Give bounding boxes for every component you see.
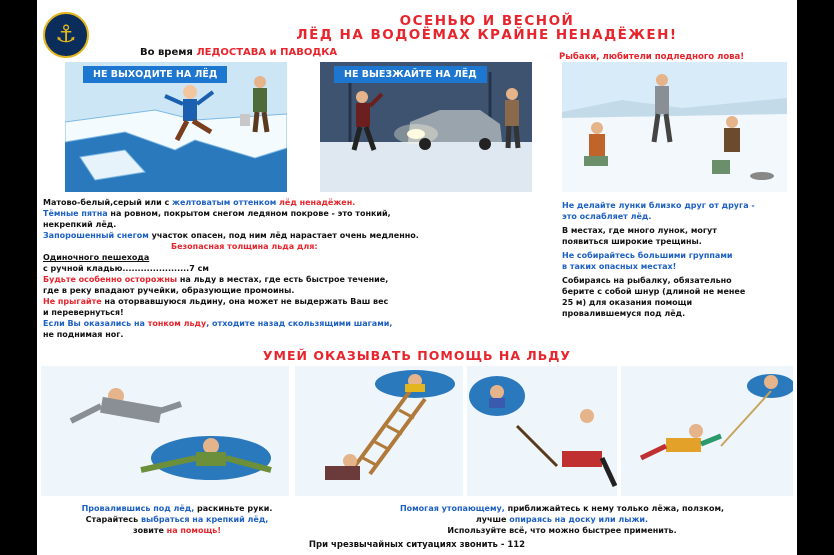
rope-rescue-illustration: [621, 366, 793, 496]
helping-others-text: Помогая утопающему, приближайтесь к нему только лёжа, ползком, лучше опираясь на доску или лыжи. Используйте всё, что можно быстрее применить.: [399, 504, 725, 535]
fishermen-rules-text: [562, 200, 792, 319]
rule-currents: Будьте особенно осторожны на льду в местах, где есть быстрое течение,: [43, 275, 389, 284]
self-rescue-text: Провалившись под лёд, раскиньте руки. Старайтесь выбраться на крепкий лёд, зовите на помощь!: [81, 504, 273, 535]
fish-rule-cracks-cont: появиться широкие трещины.: [562, 237, 702, 246]
rule-dark-spots-cont: некрепкий лёд.: [43, 220, 117, 229]
safe-thickness-label: Одиночного пешехода: [43, 253, 150, 262]
rule-thin-ice-cont: не поднимая ног.: [43, 330, 124, 339]
rule-ice-color: Матово-белый,серый или с желтоватым оттенком лёд ненадёжен.: [43, 198, 356, 207]
rule-snow-covered: Запорошенный снегом участок опасен, под ним лёд нарастает очень медленно.: [43, 231, 419, 240]
fish-rule-groups: Не собирайтесь большими группами: [562, 251, 733, 260]
anchor-icon: ⚓: [55, 20, 77, 48]
poster-title-line1: ОСЕНЬЮ И ВЕСНОЙ: [399, 13, 575, 29]
ladder-rescue-illustration: [295, 366, 463, 496]
ice-fishing-illustration: [562, 62, 787, 192]
help-on-ice-heading: УМЕЙ ОКАЗЫВАТЬ ПОМОЩЬ НА ЛЬДУ: [262, 348, 572, 363]
rule-currents-cont: где в реку впадают ручейки, образующие промоины.: [43, 286, 295, 295]
fish-rule-groups-cont: в таких опасных местах!: [562, 262, 677, 271]
spread-arms-illustration: [41, 366, 289, 496]
banner-no-walking-on-ice: НЕ ВЫХОДИТЕ НА ЛЁД: [83, 66, 227, 83]
season-subtitle: Во время ЛЕДОСТАВА и ПАВОДКА: [140, 47, 338, 58]
rule-dark-spots: Тёмные пятна на ровном, покрытом снегом ледяном покрове - это тонкий,: [43, 209, 391, 218]
car-on-ice-illustration: [320, 62, 532, 192]
fish-rule-rope-cont2: 25 м) для оказания помощи: [562, 298, 693, 307]
rule-thin-ice: Если Вы оказались на тонком льду, отходите назад скользящими шагами,: [43, 319, 393, 328]
poster-title-line2: ЛЁД НА ВОДОЁМАХ КРАЙНЕ НЕНАДЁЖЕН!: [296, 27, 678, 43]
fish-rule-holes-cont: это ослабляет лёд.: [562, 212, 652, 221]
safe-thickness-heading: Безопасная толщина льда для:: [171, 242, 318, 251]
fish-rule-cracks: В местах, где много лунок, могут: [562, 226, 717, 235]
fish-rule-holes: Не делайте лунки близко друг от друга -: [562, 201, 755, 210]
ice-safety-rules-text: [43, 197, 543, 340]
safety-poster: [37, 0, 797, 555]
rule-no-jumping-cont: и перевернуться!: [43, 308, 124, 317]
fish-rule-rope: Собираясь на рыбалку, обязательно: [562, 276, 732, 285]
falling-through-ice-illustration: [65, 62, 287, 192]
emergency-service-emblem: [43, 12, 89, 58]
fishermen-subtitle: Рыбаки, любители подледного лова!: [559, 52, 745, 62]
fish-rule-rope-cont1: берите с собой шнур (длиной не менее: [562, 287, 746, 296]
stick-rescue-illustration: [467, 366, 617, 496]
rule-no-jumping: Не прыгайте на оторвавшуюся льдину, она может не выдержать Ваш вес: [43, 297, 389, 306]
fish-rule-rope-cont3: провалившемуся под лёд.: [562, 309, 686, 318]
emergency-number: При чрезвычайных ситуациях звонить - 112: [308, 540, 526, 550]
banner-no-driving-on-ice: НЕ ВЫЕЗЖАЙТЕ НА ЛЁД: [334, 66, 487, 83]
safe-thickness-value: с ручной кладью......................7 см: [43, 264, 209, 273]
